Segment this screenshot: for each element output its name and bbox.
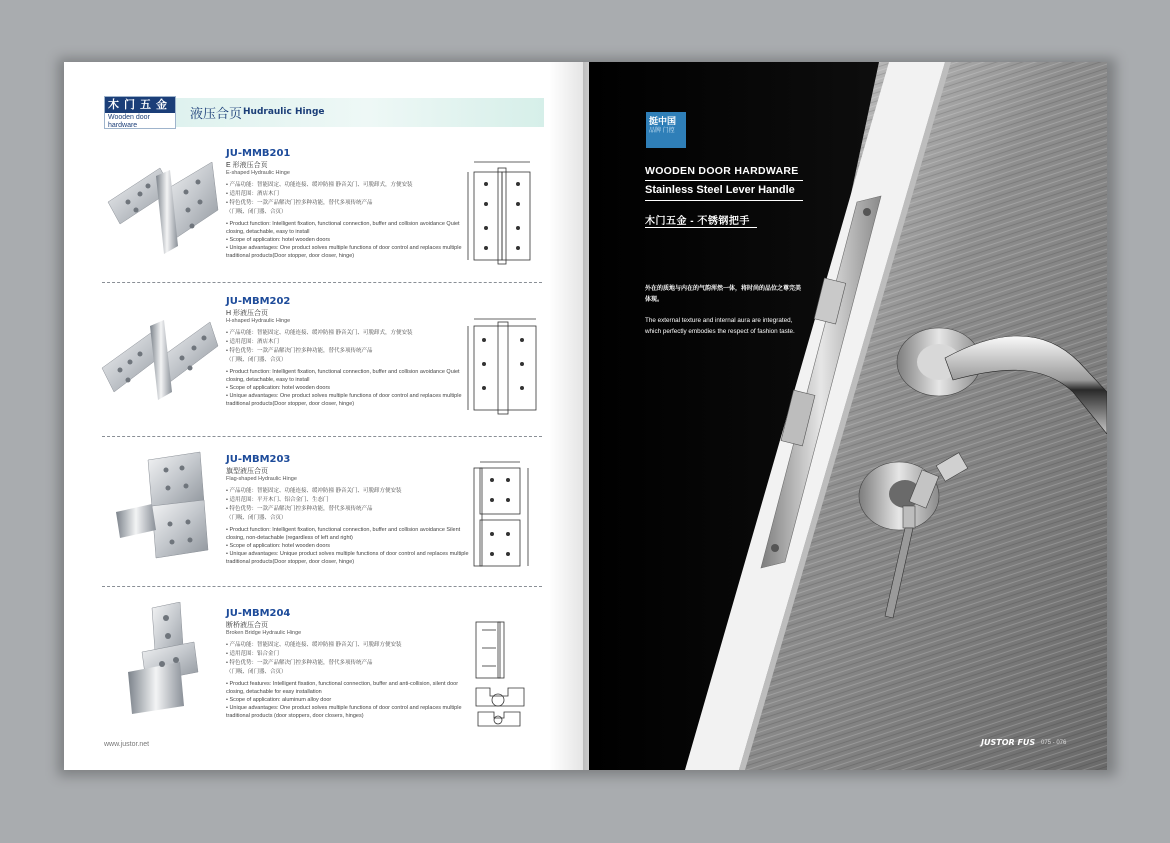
feature-en: • Unique advantages: Unique product solves multiple functions of door control and replaces multiple traditional products(Door stopper, door closer, hinge) — [226, 551, 469, 565]
product-name-cn: 断桥液压合页 — [226, 622, 268, 629]
product-name-en: H-shaped Hydraulic Hinge — [226, 318, 291, 324]
description-en: The external texture and internal aura are integrated, which perfectly embodies the respect of fashion taste. — [645, 317, 795, 335]
divider — [102, 586, 542, 587]
product-code: JU-MBM202 — [226, 296, 291, 307]
feature-cn: • 特色优势：一款产品解决门控多种功能，替代多项传统产品 — [226, 200, 373, 206]
feature-en: • Scope of application: hotel wooden doors — [226, 543, 331, 549]
section-title-cn: 液压合页 — [190, 106, 243, 121]
h-hinge-photo — [100, 312, 220, 407]
feature-cn: • 产品功能：智能固定、功能连接、缓冲防撞 静音关门、可脱卸方便安装 — [226, 488, 402, 494]
feature-cn: • 适用范围：平开木门、铝合金门、生态门 — [226, 497, 329, 503]
feature-cn: • 适用范围：铝合金门 — [226, 651, 279, 657]
category-label — [104, 96, 176, 129]
feature-en: • Unique advantages: One product solves multiple functions of door control and replaces multiple traditional products(Door stopper, door closer, hinge) — [226, 245, 462, 259]
e-hinge-drawing — [464, 158, 544, 268]
feature-cn: （门吸、闭门器、合页） — [226, 515, 287, 521]
left-page — [64, 62, 589, 770]
brand-badge — [646, 112, 686, 148]
product-name-cn: 旗型液压合页 — [226, 468, 268, 475]
product-text — [226, 608, 471, 720]
feature-en: • Product function: Intelligent fixation, functional connection, buffer and collision avoidance Silent closing, non-detachable (regardless of left and right) — [226, 527, 461, 541]
product-code: JU-MBM204 — [226, 608, 291, 619]
e-hinge-photo — [100, 162, 220, 257]
feature-en: • Scope of application: hotel wooden doors — [226, 237, 331, 243]
feature-en: • Product features: Intelligent fixation, functional connection, buffer and anti-collision, silent door closing, detachable for easy installation — [226, 681, 459, 695]
broken-bridge-hinge-drawing — [468, 618, 544, 730]
product-name-en: Flag-shaped Hydraulic Hinge — [226, 476, 297, 482]
category-cn: 木门五金 — [105, 97, 175, 113]
category-en: Wooden door hardware — [108, 114, 150, 129]
title-rule — [645, 227, 757, 228]
feature-cn: • 产品功能：智能固定、功能连接、缓冲防撞 静音关门、可脱卸方便安装 — [226, 642, 402, 648]
divider — [102, 282, 542, 283]
feature-cn: • 适用范围：酒店木门 — [226, 339, 279, 345]
feature-cn: • 特色优势：一款产品解决门控多种功能，替代多项传统产品 — [226, 506, 373, 512]
product-text — [226, 296, 471, 408]
feature-en: • Unique advantages: One product solves multiple functions of door control and replaces multiple traditional products(Door stopper, door closer, hinge) — [226, 393, 462, 407]
badge-main: 挺中国 — [649, 116, 677, 126]
flag-hinge-photo — [108, 450, 218, 560]
broken-bridge-hinge-photo — [122, 602, 212, 717]
brand-logo: JUSTOR FUS — [981, 738, 1036, 747]
title-lever-handle: Stainless Steel Lever Handle — [645, 184, 795, 196]
section-title-en: Hudraulic Hinge — [243, 107, 325, 117]
feature-cn: • 产品功能：智能固定、功能连接、缓冲防撞 静音关门、可脱卸式，方便安装 — [226, 330, 413, 336]
book-spine — [583, 62, 595, 770]
right-page — [589, 62, 1107, 770]
feature-cn: • 适用范围：酒店木门 — [226, 191, 279, 197]
feature-cn: （门吸、闭门器、合页） — [226, 209, 287, 215]
feature-cn: • 特色优势：一款产品解决门控多种功能，替代多项传统产品 — [226, 660, 373, 666]
feature-en: • Product function: Intelligent fixation, functional connection, buffer and collision avoidance Quiet closing, detachable, easy to install — [226, 221, 460, 235]
feature-cn: （门吸、闭门器、合页） — [226, 669, 287, 675]
feature-en: • Scope of application: hotel wooden doors — [226, 385, 331, 391]
feature-cn: （门吸、闭门器、合页） — [226, 357, 287, 363]
product-text — [226, 148, 471, 260]
product-name-en: Broken Bridge Hydraulic Hinge — [226, 630, 302, 636]
product-code: JU-MMB201 — [226, 148, 291, 159]
website-url: www.justor.net — [104, 741, 150, 748]
product-name-cn: H 形液压合页 — [226, 310, 268, 317]
title-wooden-door-hardware: WOODEN DOOR HARDWARE — [645, 165, 799, 177]
page-numbers: 075 - 076 — [1041, 740, 1067, 746]
title-rule — [645, 180, 803, 181]
feature-cn: • 产品功能：智能固定、功能连接、缓冲防撞 静音关门、可脱卸式，方便安装 — [226, 182, 413, 188]
feature-en: • Product function: Intelligent fixation, functional connection, buffer and collision avoidance Quiet closing, detachable, easy to install — [226, 369, 460, 383]
feature-cn: • 特色优势：一款产品解决门控多种功能，替代多项传统产品 — [226, 348, 373, 354]
badge-sub: 品牌 门控 — [649, 128, 675, 134]
title-rule — [645, 200, 803, 201]
flag-hinge-drawing — [468, 458, 544, 578]
description-cn: 外在的质地与内在的气韵浑然一体，将时尚的品位之尊完美体现。 — [645, 286, 802, 303]
divider — [102, 436, 542, 437]
product-name-cn: E 形液压合页 — [226, 162, 268, 169]
feature-en: • Scope of application: aluminum alloy door — [226, 697, 332, 703]
product-text — [226, 454, 471, 566]
feature-en: • Unique advantages: One product solves multiple functions of door control and replaces multiple traditional products (door stoppers, door closers, hinges) — [226, 705, 462, 719]
product-code: JU-MBM203 — [226, 454, 291, 465]
title-cn: 木门五金 - 不锈钢把手 — [645, 216, 750, 227]
h-hinge-drawing — [464, 316, 544, 416]
product-name-en: E-shaped Hydraulic Hinge — [226, 170, 290, 176]
